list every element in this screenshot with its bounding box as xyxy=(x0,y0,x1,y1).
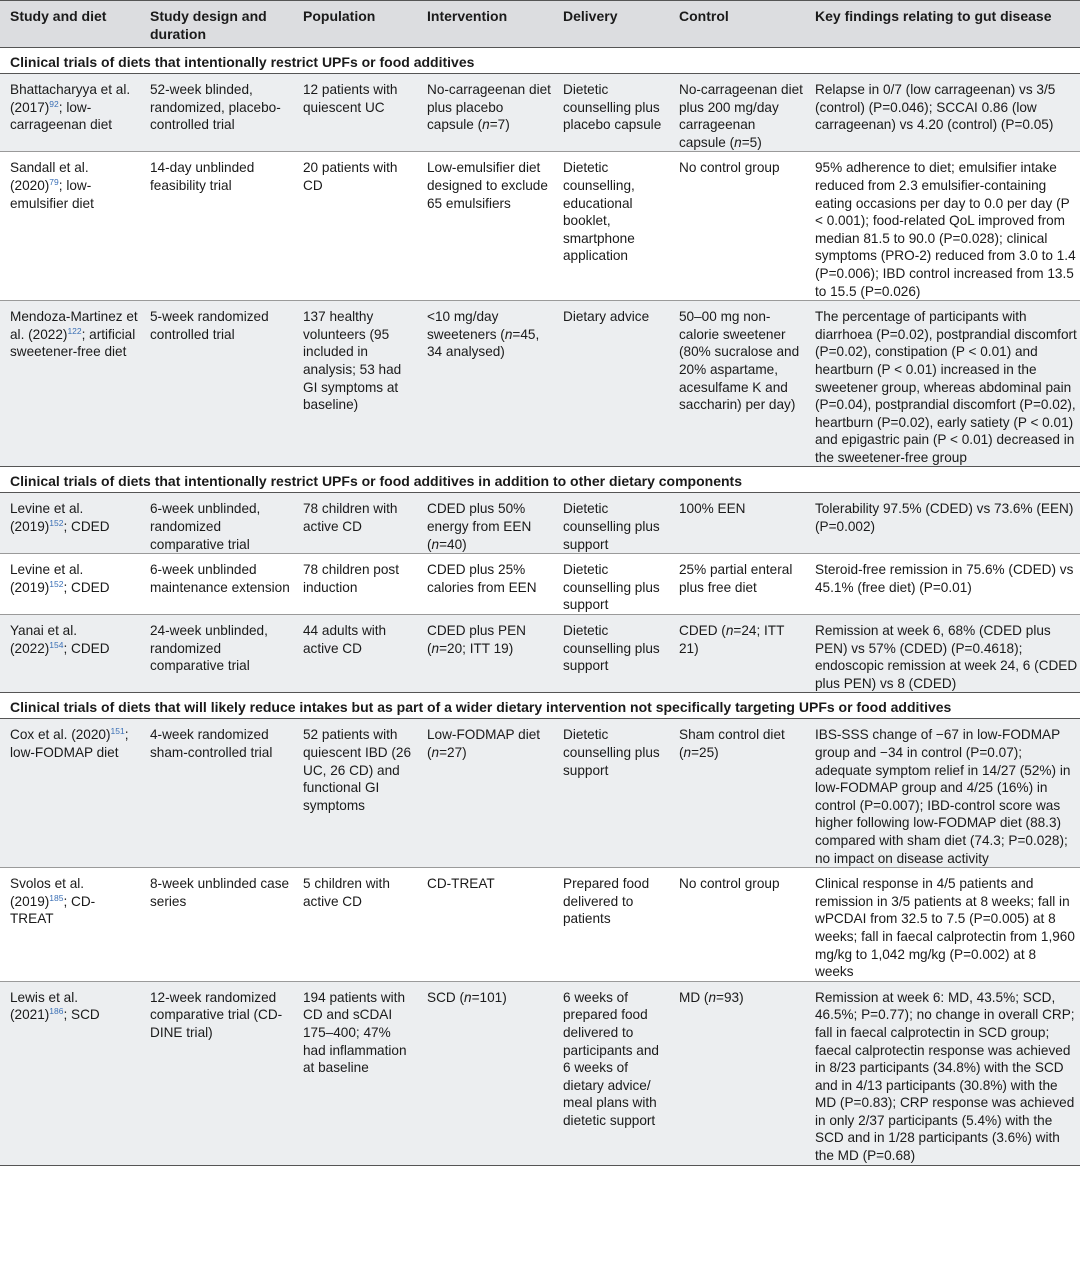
section-title: Clinical trials of diets that will likely reduce intakes but as part of a wider dietary intervention not specifically targeting UPFs or food additives xyxy=(0,693,1080,719)
control-count: =5) xyxy=(741,134,762,150)
control-n: n xyxy=(708,989,717,1005)
cell-delivery: 6 weeks of prepared food delivered to participants and 6 weeks of dietary advice/ meal plans with dietetic support xyxy=(563,989,659,1128)
intervention-text: CDED plus PEN ( xyxy=(427,623,526,656)
cell-findings: Tolerability 97.5% (CDED) vs 73.6% (EEN) (P=0.002) xyxy=(815,501,1074,535)
intervention-count: =27) xyxy=(439,745,467,760)
cell-population: 12 patients with quiescent UC xyxy=(303,82,398,115)
section-header xyxy=(0,48,1080,74)
intervention-n: n xyxy=(431,745,440,760)
cell-design: 8-week unblinded case series xyxy=(150,876,290,909)
header-design: Study design and duration xyxy=(150,8,267,42)
study-diet: ; low-carrageenan diet xyxy=(10,99,113,133)
intervention-text: Low-FODMAP diet ( xyxy=(427,727,541,760)
header-population: Population xyxy=(303,8,376,24)
control-text: No-carrageenan diet plus 200 mg/day carrageenan capsule ( xyxy=(679,82,803,150)
cell-design: 52-week blinded, randomized, placebo-controlled trial xyxy=(150,82,281,133)
study-diet: ; CDED xyxy=(63,579,110,595)
cell-design: 12-week randomized comparative trial (CD-DINE trial) xyxy=(150,989,283,1040)
reference-link: 79 xyxy=(49,176,59,187)
cell-intervention xyxy=(417,719,553,868)
study-author: Cox et al. (2020) xyxy=(10,727,111,743)
cell-design: 4-week randomized sham-controlled trial xyxy=(150,727,273,760)
cell-population: 137 healthy volunteers (95 included in analysis; 53 had GI symptoms at baseline) xyxy=(303,309,402,413)
header-row xyxy=(0,1,1080,48)
table-row xyxy=(0,868,1080,982)
reference-link: 152 xyxy=(49,518,64,529)
section-title: Clinical trials of diets that intentionally restrict UPFs or food additives in addition to other dietary components xyxy=(0,467,1080,493)
cell-control xyxy=(669,493,805,554)
cell-intervention xyxy=(417,554,553,615)
table-row xyxy=(0,554,1080,615)
intervention-text: Low-emulsifier diet designed to exclude 65 emulsifiers xyxy=(427,160,548,211)
cell-delivery: Dietetic counselling plus support xyxy=(563,501,660,552)
study-diet: ; CDED xyxy=(63,640,110,656)
section-title: Clinical trials of diets that intentionally restrict UPFs or food additives xyxy=(0,48,1080,74)
cell-study xyxy=(0,554,140,615)
cell-population: 44 adults with active CD xyxy=(303,623,387,656)
study-diet: ; low-emulsifier diet xyxy=(10,177,94,211)
reference-link: 152 xyxy=(49,578,64,589)
cell-findings: Clinical response in 4/5 patients and remission in 3/5 patients at 8 weeks; fall in wPCDAI from 32.5 to 7.5 (P=0.005) at 8 weeks; fall in faecal calprotectin from 1,960 mg/kg to 1,042 mg/kg (P=0.002) at 8 weeks xyxy=(815,876,1075,980)
cell-design: 6-week unblinded maintenance extension xyxy=(150,562,290,595)
cell-findings: IBS-SSS change of −67 in low-FODMAP group and −34 in control (P=0.07); adequate symptom relief in 14/27 (52%) in low-FODMAP group and 4/25 (16%) in control (P=0.007); IBD-control score was higher following low-FODMAP diet (88.3) compared with sham diet (74.3; P=0.028); no impact on disease activity xyxy=(815,727,1071,866)
cell-intervention xyxy=(417,868,553,982)
cell-findings: Remission at week 6, 68% (CDED plus PEN) vs 57% (CDED) (P=0.4618); endoscopic remission at week 24, 6 (CDED plus PEN) vs 8 (CDED) xyxy=(815,623,1078,691)
cell-intervention xyxy=(417,493,553,554)
cell-population: 52 patients with quiescent IBD (26 UC, 26 CD) and functional GI symptoms xyxy=(303,727,412,813)
cell-intervention xyxy=(417,301,553,467)
cell-control xyxy=(669,615,805,693)
control-n: n xyxy=(725,623,734,639)
control-n: n xyxy=(683,745,692,760)
cell-intervention xyxy=(417,615,553,693)
control-n: n xyxy=(734,134,742,150)
table-row xyxy=(0,615,1080,693)
table-row xyxy=(0,152,1080,301)
header-findings: Key findings relating to gut disease xyxy=(815,8,1052,24)
header-delivery: Delivery xyxy=(563,8,618,24)
intervention-n: n xyxy=(504,326,513,342)
study-author: Levine et al. (2019) xyxy=(10,501,84,535)
study-diet: ; CD-TREAT xyxy=(10,893,96,927)
study-diet: ; artificial sweetener-free diet xyxy=(10,326,136,360)
intervention-count: =101) xyxy=(471,989,507,1005)
study-diet: ; SCD xyxy=(63,1007,100,1023)
cell-design: 6-week unblinded, randomized comparative trial xyxy=(150,501,261,552)
cell-population: 78 children with active CD xyxy=(303,501,398,535)
study-author: Lewis et al. (2021) xyxy=(10,989,79,1023)
intervention-count: =45, 34 analysed) xyxy=(427,326,540,360)
cell-delivery: Dietary advice xyxy=(563,309,650,325)
cell-delivery: Prepared food delivered to patients xyxy=(563,876,650,927)
cell-population: 5 children with active CD xyxy=(303,876,390,909)
cell-control xyxy=(669,301,805,467)
cell-design: 5-week randomized controlled trial xyxy=(150,309,269,342)
intervention-text: No-carrageenan diet plus placebo capsule ( xyxy=(427,82,551,133)
cell-delivery: Dietetic counselling, educational booklet, smartphone application xyxy=(563,160,635,264)
cell-population: 78 children post induction xyxy=(303,562,399,595)
cell-intervention xyxy=(417,981,553,1165)
header-control: Control xyxy=(679,8,729,24)
table-row xyxy=(0,981,1080,1165)
reference-link: 151 xyxy=(110,726,125,737)
reference-link: 154 xyxy=(49,639,64,650)
cell-study xyxy=(0,493,140,554)
cell-findings: Remission at week 6: MD, 43.5%; SCD, 46.5%; P=0.77); no change in overall CRP; fall in faecal calprotectin in SCD group; faecal calprotectin response was achieved in 8/23 participants (34.8%) with the SCD and in 4/13 participants (30.8%) with the MD (P=0.83); CRP response was achieved in only 2/37 participants (5.4%) with the SCD and in 1/28 participants (3.6%) with the MD (P=0.68) xyxy=(815,989,1075,1164)
intervention-text: CD-TREAT xyxy=(427,876,495,892)
study-author: Svolos et al. (2019) xyxy=(10,876,85,909)
control-count: =93) xyxy=(716,989,744,1005)
cell-control xyxy=(669,74,805,152)
intervention-n: n xyxy=(431,536,440,552)
cell-design: 14-day unblinded feasibility trial xyxy=(150,160,255,193)
intervention-n: n xyxy=(464,989,472,1005)
study-author: Yanai et al. (2022) xyxy=(10,623,78,656)
cell-study xyxy=(0,152,140,301)
intervention-text: CDED plus 50% energy from EEN ( xyxy=(427,501,532,552)
cell-delivery: Dietetic counselling plus support xyxy=(563,727,660,778)
study-diet: ; low-FODMAP diet xyxy=(10,727,129,760)
cell-population: 20 patients with CD xyxy=(303,160,398,193)
control-text: Sham control diet ( xyxy=(679,727,785,760)
reference-link: 186 xyxy=(49,1006,64,1017)
intervention-count: =20; ITT 19) xyxy=(439,640,514,656)
cell-control xyxy=(669,554,805,615)
cell-control xyxy=(669,981,805,1165)
intervention-count: =7) xyxy=(489,117,510,133)
cell-findings: The percentage of participants with diarrhoea (P=0.02), postprandial discomfort (P=0.02), constipation (P < 0.01) and heartburn (P < 0.01) increased in the sweetener group, whereas abdominal pain (P=0.04), postprandial discomfort (P=0.02), heartburn (P=0.02), early satiety (P < 0.01) and epigastric pain (P < 0.01) decreased in the sweetener-free group xyxy=(815,309,1077,465)
intervention-n: n xyxy=(482,117,490,133)
control-text: CDED ( xyxy=(679,623,726,639)
cell-findings: Relapse in 0/7 (low carrageenan) vs 3/5 (control) (P=0.046); SCCAI 0.86 (low carrageenan) vs 4.20 (control) (P=0.05) xyxy=(815,82,1056,133)
study-author: Levine et al. (2019) xyxy=(10,562,84,595)
header-intervention: Intervention xyxy=(427,8,508,24)
table-row xyxy=(0,301,1080,467)
table-row xyxy=(0,719,1080,868)
control-text: 25% partial enteral plus free diet xyxy=(679,562,793,595)
cell-study xyxy=(0,981,140,1165)
cell-intervention xyxy=(417,74,553,152)
study-diet: ; CDED xyxy=(63,519,110,535)
table-row xyxy=(0,493,1080,554)
cell-control xyxy=(669,719,805,868)
intervention-count: =40) xyxy=(439,536,467,552)
intervention-text: CDED plus 25% calories from EEN xyxy=(427,562,537,595)
section-header xyxy=(0,467,1080,493)
cell-design: 24-week unblinded, randomized comparative trial xyxy=(150,623,268,674)
cell-study xyxy=(0,615,140,693)
study-author: Sandall et al. (2020) xyxy=(10,160,89,193)
cell-findings: 95% adherence to diet; emulsifier intake reduced from 2.3 emulsifier-containing eating occasions per day to 0.0 per day (P < 0.001); food-related QoL improved from median 81.5 to 90.0 (P=0.028); clinical symptoms (PRO-2) reduced from 3.0 to 1.4 (P=0.006); IBD control increased from 13.5 to 15.5 (P=0.026) xyxy=(815,160,1076,299)
control-text: 50–00 mg non-calorie sweetener (80% sucralose and 20% aspartame, acesulfame K and saccharin) per day) xyxy=(679,309,800,413)
cell-findings: Steroid-free remission in 75.6% (CDED) vs 45.1% (free diet) (P=0.01) xyxy=(815,562,1074,595)
cell-delivery: Dietetic counselling plus support xyxy=(563,623,660,674)
cell-study xyxy=(0,301,140,467)
cell-delivery: Dietetic counselling plus placebo capsule xyxy=(563,82,662,133)
table-row xyxy=(0,74,1080,152)
cell-study xyxy=(0,719,140,868)
control-text: 100% EEN xyxy=(679,501,746,517)
cell-population: 194 patients with CD and sCDAI 175–400; 47% had inflammation at baseline xyxy=(303,989,407,1076)
reference-link: 122 xyxy=(67,325,82,336)
reference-link: 92 xyxy=(49,98,59,109)
control-text: No control group xyxy=(679,876,780,892)
control-count: =25) xyxy=(691,745,719,760)
control-text: No control group xyxy=(679,160,780,176)
intervention-text: <10 mg/day sweeteners ( xyxy=(427,309,505,342)
study-author: Bhattacharyya et al. (2017) xyxy=(10,82,131,115)
cell-control xyxy=(669,152,805,301)
control-count: =24; ITT 21) xyxy=(679,623,785,656)
cell-delivery: Dietetic counselling plus support xyxy=(563,562,660,613)
cell-intervention xyxy=(417,152,553,301)
study-author: Mendoza-Martinez et al. (2022) xyxy=(10,309,138,342)
cell-study xyxy=(0,74,140,152)
control-text: MD ( xyxy=(679,989,709,1005)
intervention-n: n xyxy=(431,640,440,656)
header-study: Study and diet xyxy=(10,8,107,24)
section-header xyxy=(0,693,1080,719)
cell-study xyxy=(0,868,140,982)
cell-control xyxy=(669,868,805,982)
reference-link: 185 xyxy=(49,892,64,903)
intervention-text: SCD ( xyxy=(427,989,465,1005)
